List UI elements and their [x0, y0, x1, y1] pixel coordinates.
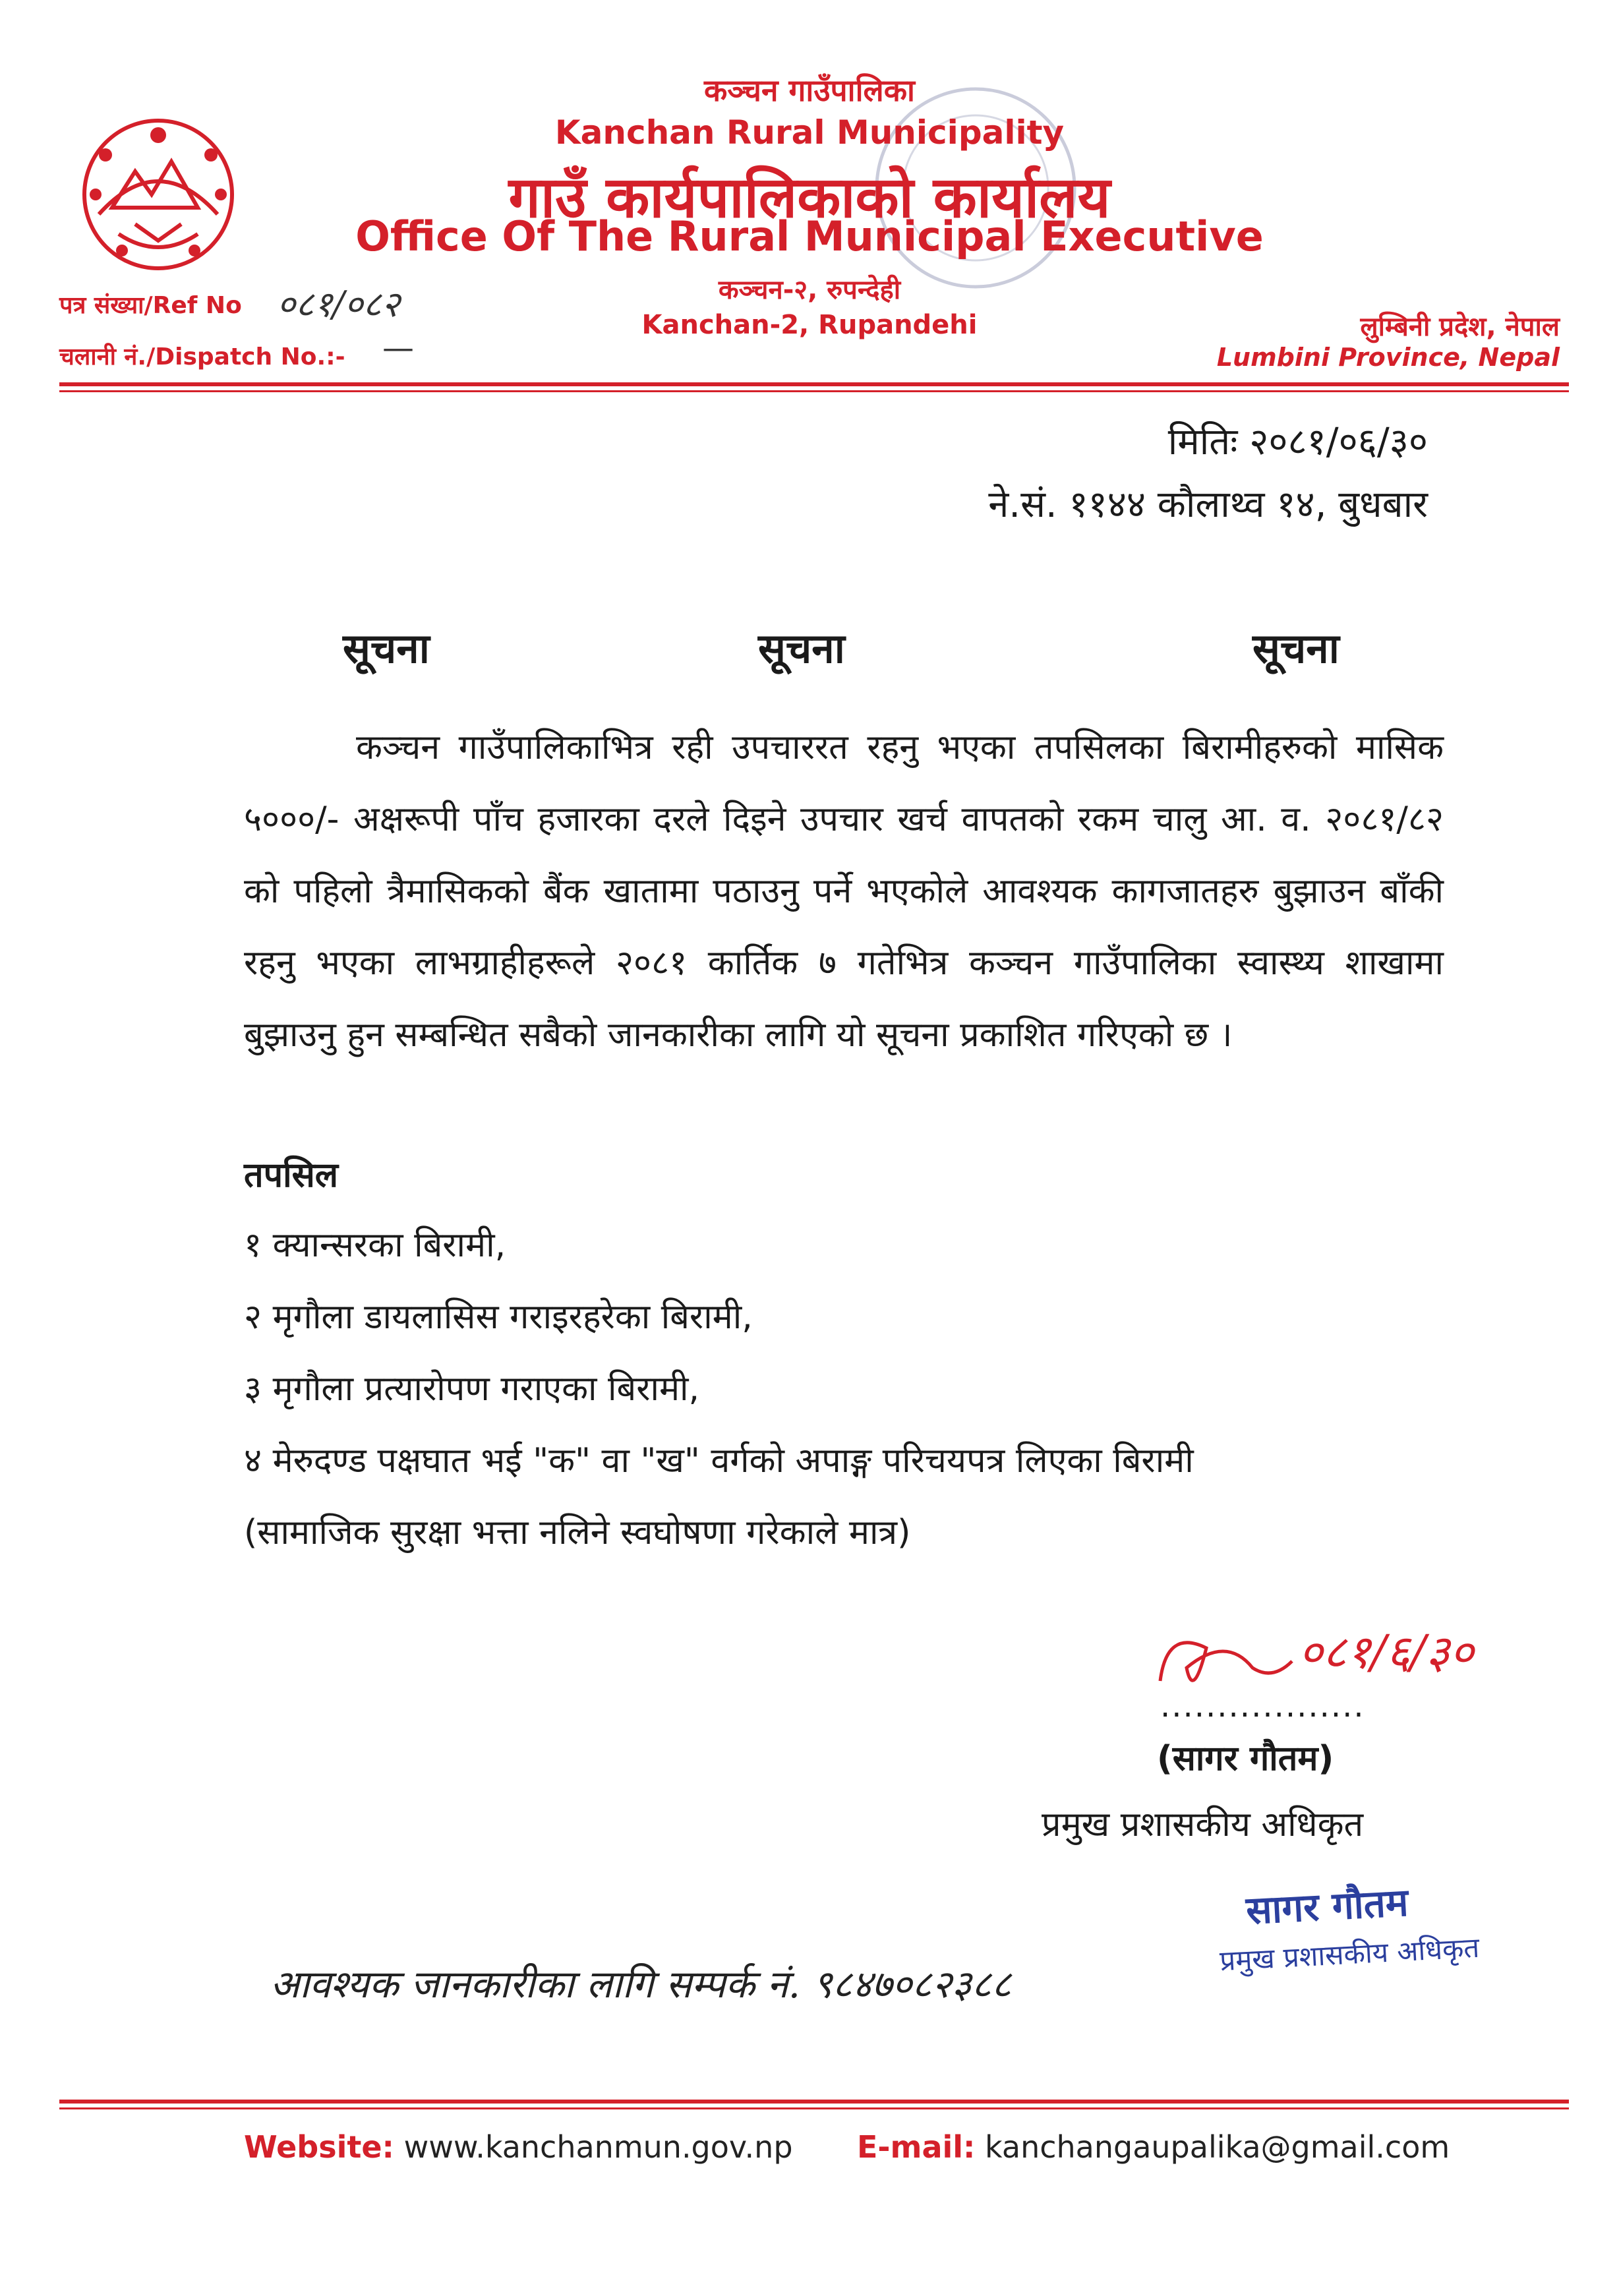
list-item: ४ मेरुदण्ड पक्षघात भई "क" वा "ख" वर्गको अपाङ्ग परिचयपत्र लिएका बिरामी [244, 1441, 1194, 1481]
stamp-title: प्रमुख प्रशासकीय अधिकृत [1219, 1931, 1481, 1978]
ref-label: पत्र संख्या/Ref No [59, 292, 242, 319]
dispatch-label: चलानी नं./Dispatch No.:- [59, 343, 345, 370]
date-ns: ने.सं. ११४४ कौलाथ्व १४, बुधबार [988, 483, 1428, 526]
office-name-en: Office Of The Rural Municipal Executive [355, 212, 1264, 260]
list-item: (सामाजिक सुरक्षा भत्ता नलिने स्वघोषणा गरेकाले मात्र) [244, 1513, 911, 1552]
footer-rule-top [59, 2100, 1569, 2104]
province-np: लुम्बिनी प्रदेश, नेपाल [1360, 312, 1560, 342]
contact-line: आवश्यक जानकारीका लागि सम्पर्क नं. ९८४७०८२३८८ [270, 1962, 1012, 2007]
signature-date: ०८१/६/३० [1299, 1625, 1474, 1679]
list-item: ३ मृगौला प्रत्यारोपण गराएका बिरामी, [244, 1369, 700, 1409]
header-rule-bottom [59, 390, 1569, 392]
footer-rule-bottom [59, 2107, 1569, 2109]
list-item: १ क्यान्सरका बिरामी, [244, 1225, 506, 1265]
website-label: Website: [244, 2129, 394, 2165]
list-item: २ मृगौला डायलासिस गराइरहरेका बिरामी, [244, 1297, 753, 1337]
footer-email [857, 2129, 1450, 2165]
stamp-name: सागर गौतम [1245, 1879, 1409, 1933]
signer-name: (सागर गौतम) [1157, 1739, 1334, 1779]
notice-title-left: सूचना [343, 624, 430, 672]
website-link[interactable]: www.kanchanmun.gov.np [403, 2129, 793, 2165]
address-np: कञ्चन-२, रुपन्देही [718, 275, 901, 305]
notice-title-center: सूचना [758, 624, 845, 672]
ref-value: ०८१/०८२ [277, 283, 400, 325]
municipality-name-np: कञ्चन गाउँपालिका [704, 73, 915, 108]
office-name-np: गाउँ कार्यपालिकाको कार्यालय [508, 165, 1111, 231]
address-en: Kanchan-2, Rupandehi [641, 310, 978, 340]
date-bs: मितिः २०८१/०६/३० [1167, 421, 1428, 463]
list-title: तपसिल [244, 1156, 339, 1195]
email-link[interactable]: kanchangaupalika@gmail.com [985, 2129, 1450, 2165]
email-label: E-mail: [857, 2129, 976, 2165]
footer-website [244, 2129, 793, 2165]
signer-title: प्रमुख प्रशासकीय अधिकृत [1042, 1805, 1364, 1844]
municipality-name-en: Kanchan Rural Municipality [554, 113, 1065, 152]
signature-dots: .................. [1160, 1688, 1365, 1724]
beneficiary-list [244, 1210, 1463, 1569]
notice-body: कञ्चन गाउँपालिकाभित्र रही उपचाररत रहनु भएका तपसिलका बिरामीहरुको मासिक ५०००/- अक्षरूपी पाँच हजारका दरले दिइने उपचार खर्च वापतको रकम चालु आ. व. २०८१/८२ को पहिलो त्रैमासिकको बैंक खातामा पठाउनु पर्ने भएकोले आवश्यक कागजातहरु बुझाउन बाँकी रहनु भएका लाभग्राहीहरूले २०८१ कार्तिक ७ गतेभित्र कञ्चन गाउँपालिका स्वास्थ्य शाखामा बुझाउनु हुन सम्बन्धित सबैको जानकारीका लागि यो सूचना प्रकाशित गरिएको छ । [244, 728, 1444, 1055]
dispatch-value: — [382, 330, 414, 367]
notice-title-right: सूचना [1252, 624, 1339, 672]
header-rule-top [59, 382, 1569, 386]
province-en: Lumbini Province, Nepal [1216, 343, 1560, 372]
